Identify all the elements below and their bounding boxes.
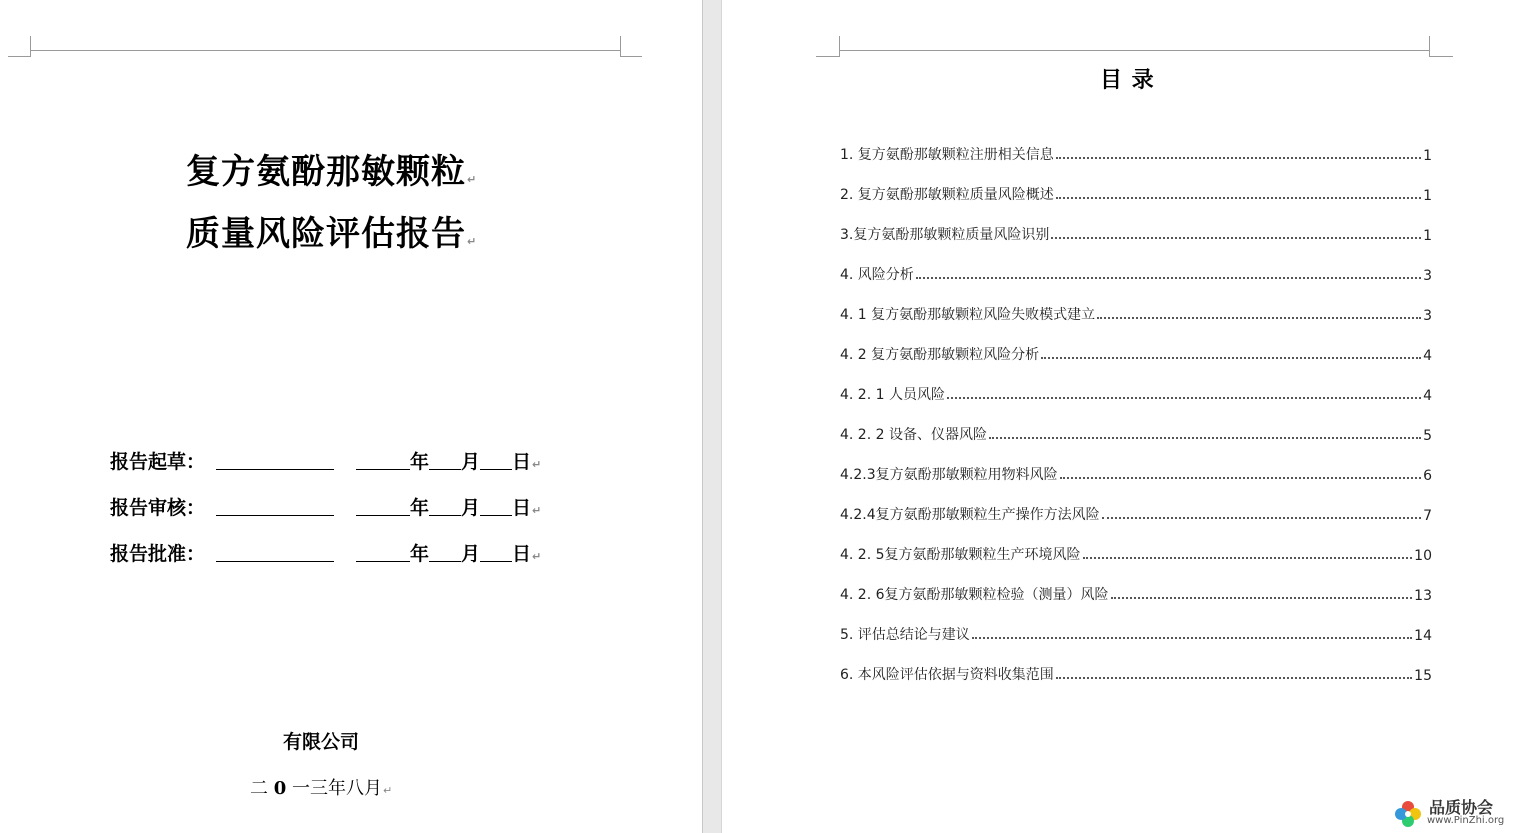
signature-blank[interactable]: [216, 543, 334, 562]
return-mark: ↵: [532, 550, 542, 563]
toc-entry[interactable]: 4. 2. 2 设备、仪器风险 5: [840, 427, 1432, 444]
report-title-line2: 质量风险评估报告↵: [186, 214, 478, 254]
year-blank[interactable]: [356, 451, 410, 470]
toc-entry[interactable]: 4.2.4复方氨酚那敏颗粒生产操作方法风险 7: [840, 507, 1432, 524]
year-blank[interactable]: [356, 497, 410, 516]
header-line: [30, 50, 620, 51]
signature-blank[interactable]: [216, 497, 334, 516]
margin-mark: [816, 56, 840, 57]
toc-leader: [1102, 517, 1421, 519]
margin-mark: [839, 36, 840, 57]
year-blank[interactable]: [356, 543, 410, 562]
day-blank[interactable]: [480, 543, 512, 562]
page-gutter: [702, 0, 722, 833]
toc-entry[interactable]: 1. 复方氨酚那敏颗粒注册相关信息 1: [840, 147, 1432, 164]
toc-leader: [1051, 237, 1421, 239]
toc-entry[interactable]: 4. 1 复方氨酚那敏颗粒风险失败模式建立 3: [840, 307, 1432, 324]
return-mark: ↵: [467, 235, 478, 248]
toc-leader: [1060, 477, 1421, 479]
toc-leader: [1056, 677, 1412, 679]
toc-title: 目 录: [1100, 67, 1155, 93]
toc-leader: [1041, 357, 1421, 359]
toc-entry[interactable]: 2. 复方氨酚那敏颗粒质量风险概述 1: [840, 187, 1432, 204]
cover-page: [0, 0, 702, 833]
signature-blank[interactable]: [216, 451, 334, 470]
month-blank[interactable]: [429, 543, 461, 562]
toc-leader: [989, 437, 1421, 439]
flower-logo-icon: [1393, 799, 1423, 829]
toc-entry[interactable]: 3.复方氨酚那敏颗粒质量风险识别 1: [840, 227, 1432, 244]
margin-mark: [1429, 56, 1453, 57]
toc-leader: [1111, 597, 1413, 599]
header-line: [839, 50, 1429, 51]
toc-entry[interactable]: 4. 2. 6复方氨酚那敏颗粒检验（测量）风险 13: [840, 587, 1432, 604]
toc-entry[interactable]: 4.2.3复方氨酚那敏颗粒用物料风险 6: [840, 467, 1432, 484]
signature-row-draft: 报告起草： 年 月 日↵: [110, 451, 542, 473]
return-mark: ↵: [532, 504, 542, 517]
watermark-name: 品质协会: [1429, 798, 1494, 817]
toc-entry[interactable]: 6. 本风险评估依据与资料收集范围 15: [840, 667, 1432, 684]
toc-leader: [1056, 157, 1421, 159]
margin-mark: [620, 56, 642, 57]
return-mark: ↵: [383, 784, 393, 797]
month-blank[interactable]: [429, 451, 461, 470]
toc-entry[interactable]: 4. 2. 5复方氨酚那敏颗粒生产环境风险 10: [840, 547, 1432, 564]
margin-mark: [1429, 36, 1430, 57]
company-name: 有限公司: [283, 731, 360, 753]
day-blank[interactable]: [480, 497, 512, 516]
toc-entry[interactable]: 4. 2 复方氨酚那敏颗粒风险分析 4: [840, 347, 1432, 364]
return-mark: ↵: [532, 458, 542, 471]
toc-entry[interactable]: 5. 评估总结论与建议 14: [840, 627, 1432, 644]
watermark-logo: [1391, 793, 1514, 833]
return-mark: ↵: [467, 173, 478, 186]
day-blank[interactable]: [480, 451, 512, 470]
signature-row-approve: 报告批准： 年 月 日↵: [110, 543, 542, 565]
margin-mark: [620, 36, 621, 57]
margin-mark: [8, 56, 30, 57]
margin-mark: [30, 36, 31, 57]
toc-leader: [1097, 317, 1421, 319]
report-date: 二 0 一三年八月↵: [250, 778, 393, 799]
toc-leader: [947, 397, 1421, 399]
watermark-url: www.PinZhi.org: [1427, 815, 1505, 826]
toc-leader: [916, 277, 1421, 279]
toc-leader: [1083, 557, 1413, 559]
toc-leader: [972, 637, 1412, 639]
report-title-line1: 复方氨酚那敏颗粒↵: [186, 152, 478, 192]
toc-page: [722, 0, 1514, 833]
signature-row-review: 报告审核： 年 月 日↵: [110, 497, 542, 519]
toc-leader: [1056, 197, 1421, 199]
toc-entry[interactable]: 4. 2. 1 人员风险 4: [840, 387, 1432, 404]
month-blank[interactable]: [429, 497, 461, 516]
toc-entry[interactable]: 4. 风险分析 3: [840, 267, 1432, 284]
